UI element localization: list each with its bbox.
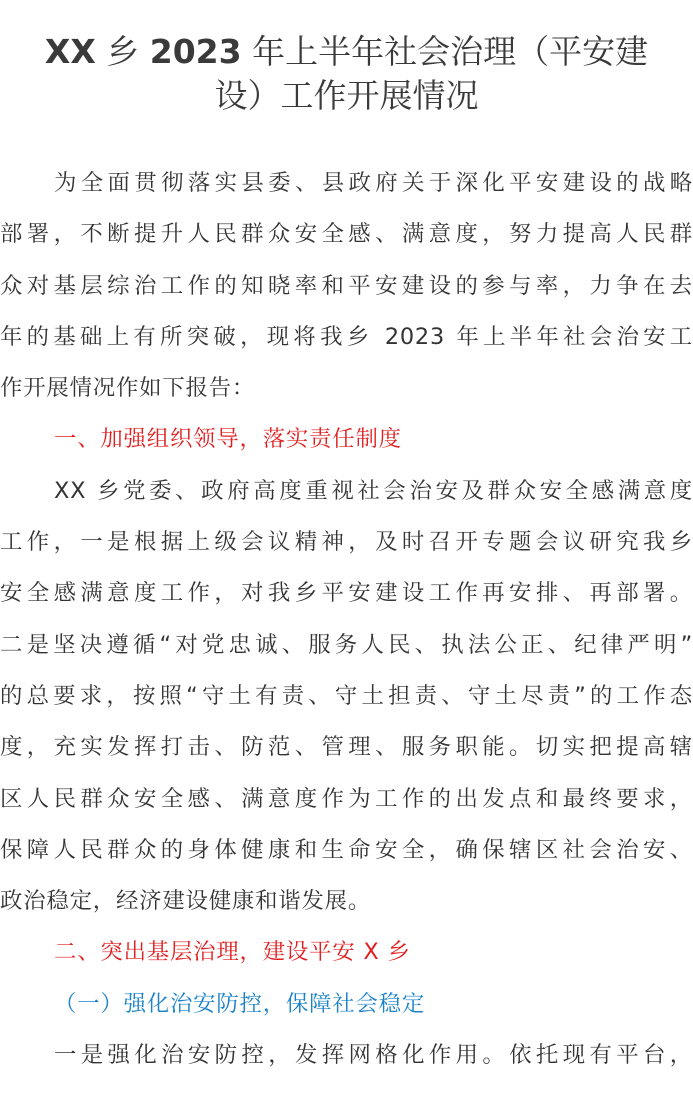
heading-2-text: 二、突出基层治理，建设平安 X 乡: [54, 939, 411, 966]
intro-line: 年的基础上有所突破，现将我乡 2023 年上半年社会治安工: [0, 323, 693, 350]
section-2-line: 一是强化治安防控，发挥网格化作用。依托现有平台，: [54, 1042, 693, 1069]
intro-line: 部署，不断提升人民群众安全感、满意度，努力提高人民群: [0, 221, 693, 248]
title-xiang: 乡: [95, 32, 150, 71]
title-line-1: [0, 30, 693, 74]
section-1-paragraph: [0, 466, 693, 928]
section-1-line: 度，充实发挥打击、防范、管理、服务职能。切实把提高辖: [0, 734, 693, 761]
subsection-heading-1: [0, 979, 693, 1030]
intro-line: 作开展情况作如下报告：: [0, 375, 256, 402]
section-1-line: 保障人民群众的身体健康和生命安全，确保辖区社会治安、: [0, 836, 693, 863]
section-1-line: 政治稳定，经济建设健康和谐发展。: [0, 888, 372, 915]
section-heading-2: [0, 927, 693, 978]
section-1-line: 的总要求，按照“守土有责、守土担责、守土尽责”的工作态: [0, 682, 693, 709]
section-2-paragraph: [0, 1030, 693, 1081]
title-line-2: 设）工作开展情况: [214, 76, 479, 115]
section-1-line: XX 乡党委、政府高度重视社会治安及群众安全感满意度: [54, 477, 693, 504]
section-1-line: 区人民群众安全感、满意度作为工作的出发点和最终要求，: [0, 785, 693, 812]
title-year: 2023: [149, 32, 242, 71]
intro-paragraph: [0, 158, 693, 414]
title-xx: XX: [44, 32, 96, 71]
intro-line: 为全面贯彻落实县委、县政府关于深化平安建设的战略: [54, 170, 693, 196]
document-body: [0, 158, 693, 1081]
section-1-line: 安全感满意度工作，对我乡平安建设工作再安排、再部署。: [0, 580, 693, 607]
section-heading-1: [0, 414, 693, 465]
intro-line: 众对基层综治工作的知晓率和平安建设的参与率，力争在去: [0, 272, 693, 299]
document-title: [0, 0, 693, 118]
section-1-line: 二是坚决遵循“对党忠诚、服务人民、执法公正、纪律严明”: [0, 631, 693, 658]
subheading-1-text: （一）强化治安防控，保障社会稳定: [54, 990, 426, 1017]
section-1-line: 工作，一是根据上级会议精神，及时召开专题会议研究我乡: [0, 529, 693, 556]
heading-1-text: 一、加强组织领导，落实责任制度: [54, 426, 402, 453]
title-rest: 年上半年社会治理（平安建: [241, 32, 649, 71]
